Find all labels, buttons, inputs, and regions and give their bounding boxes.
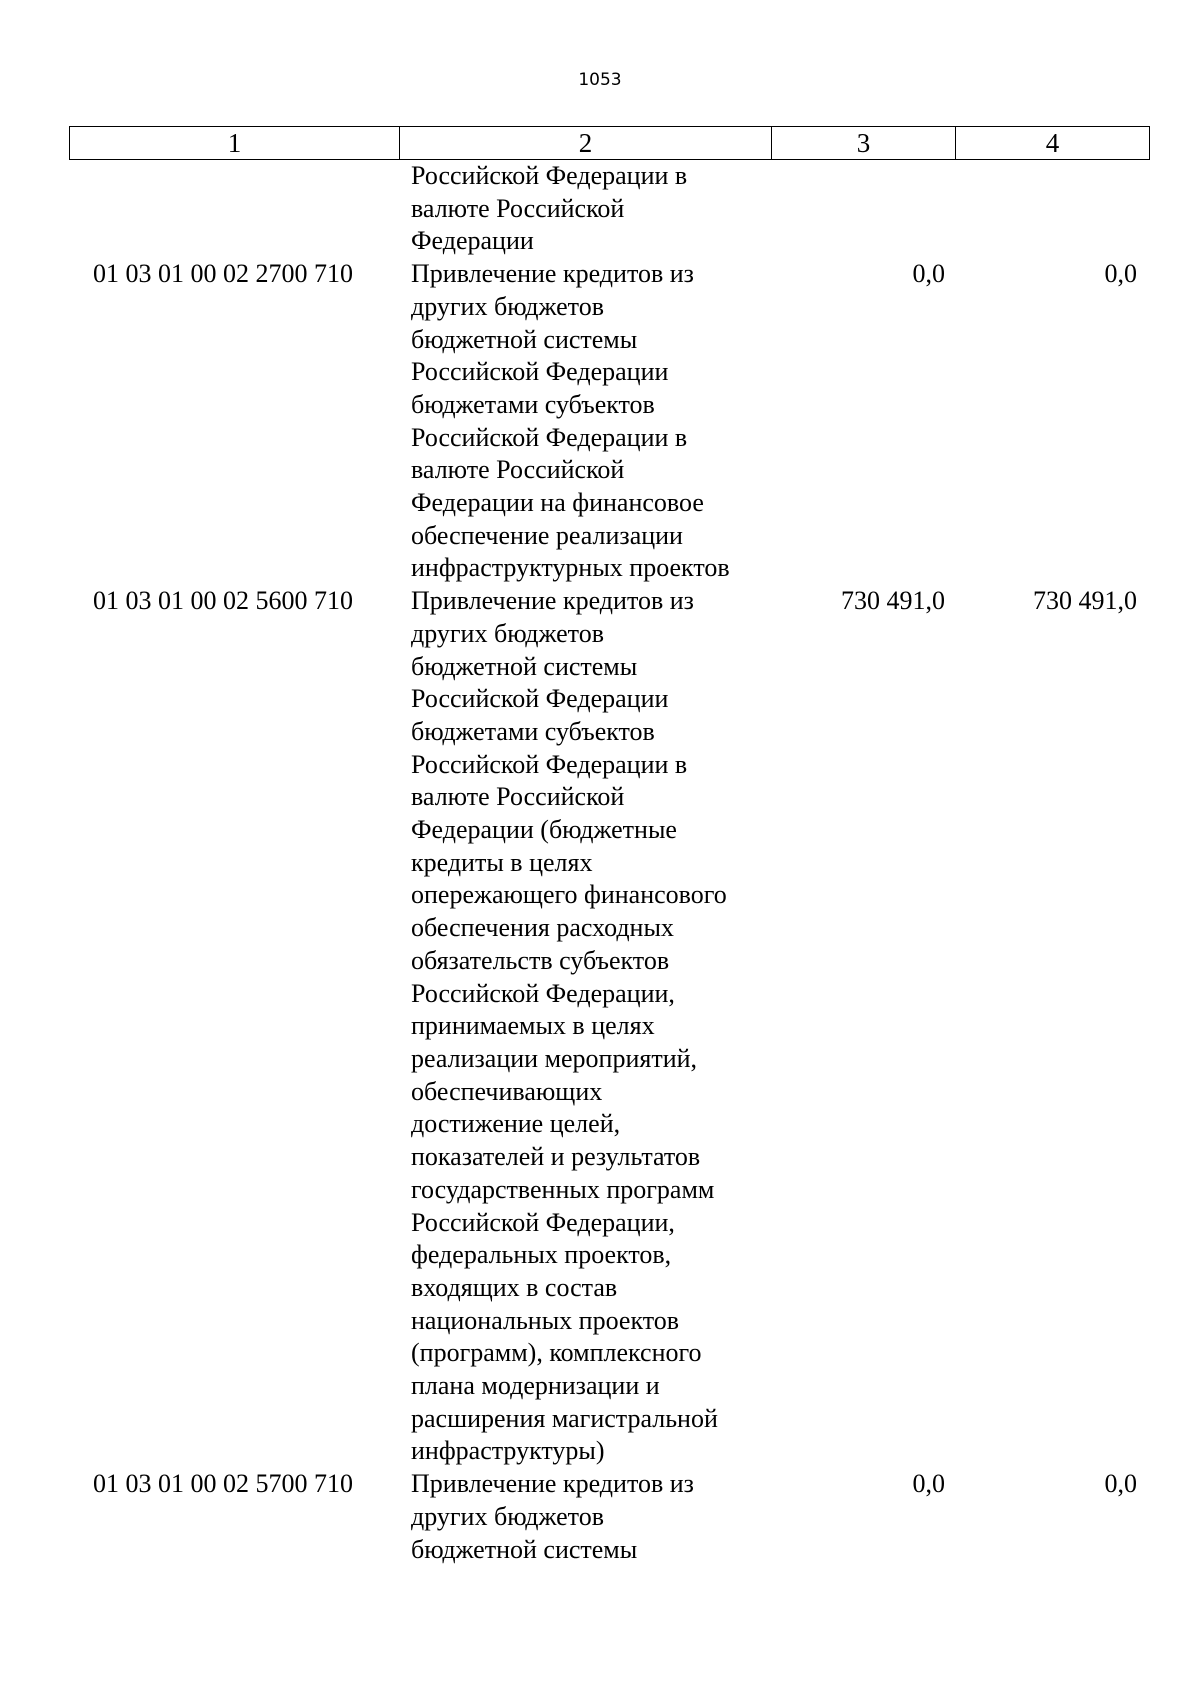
description-line: бюджетами субъектов	[411, 716, 655, 746]
description-line: Российской Федерации в	[411, 422, 688, 452]
description-line: Привлечение кредитов из	[411, 1469, 694, 1499]
description-line: государственных программ	[411, 1174, 715, 1204]
description-line: Федерации на финансовое	[411, 488, 704, 518]
row-value-col3: 0,0	[912, 1469, 945, 1499]
description-line: инфраструктуры)	[411, 1436, 605, 1466]
description-line: бюджетной системы	[411, 1534, 638, 1564]
description-line: (программ), комплексного	[411, 1338, 702, 1368]
description-line: инфраструктурных проектов	[411, 553, 730, 583]
continuation-text	[411, 160, 771, 258]
header-row	[70, 127, 1150, 160]
column-header-1: 1	[70, 127, 400, 160]
description-line: Привлечение кредитов из	[411, 586, 694, 616]
description-line: Российской Федерации,	[411, 978, 675, 1008]
description-line: других бюджетов	[411, 1501, 604, 1531]
description-line: бюджетами субъектов	[411, 389, 655, 419]
description-line: федеральных проектов,	[411, 1240, 672, 1270]
row-code: 01 03 01 00 02 5600 710	[93, 586, 353, 616]
description-line: других бюджетов	[411, 291, 604, 321]
description-line: достижение целей,	[411, 1109, 621, 1139]
continuation-line: валюте Российской	[411, 193, 625, 223]
description-line: обязательств субъектов	[411, 945, 670, 975]
description-line: других бюджетов	[411, 618, 604, 648]
description-line: входящих в состав	[411, 1272, 618, 1302]
table-row	[69, 1468, 1149, 1566]
table-body	[69, 160, 1149, 1566]
row-value-col4: 0,0	[1104, 259, 1137, 289]
row-description	[399, 1468, 771, 1566]
description-line: Российской Федерации	[411, 684, 669, 714]
description-line: опережающего финансового	[411, 880, 727, 910]
table-rows	[69, 258, 1149, 1566]
description-line: плана модернизации и	[411, 1371, 660, 1401]
description-line: Российской Федерации в	[411, 749, 688, 779]
page-number: 1053	[578, 70, 622, 90]
row-value-col4: 730 491,0	[1033, 586, 1137, 616]
column-header-4: 4	[956, 127, 1150, 160]
description-line: принимаемых в целях	[411, 1011, 655, 1041]
continuation-line: Федерации	[411, 226, 534, 256]
description-line: обеспечения расходных	[411, 913, 674, 943]
row-description	[399, 258, 771, 585]
table-row	[69, 585, 1149, 1468]
continuation-line: Российской Федерации в	[411, 161, 688, 190]
description-line: бюджетной системы	[411, 651, 638, 681]
description-line: бюджетной системы	[411, 324, 638, 354]
description-line: Российской Федерации	[411, 357, 669, 387]
table-header	[69, 126, 1150, 160]
description-line: Привлечение кредитов из	[411, 259, 694, 289]
description-line: национальных проектов	[411, 1305, 680, 1335]
column-header-3: 3	[772, 127, 956, 160]
description-line: Федерации (бюджетные	[411, 815, 677, 845]
column-header-2: 2	[400, 127, 772, 160]
row-code: 01 03 01 00 02 5700 710	[93, 1469, 353, 1499]
description-line: расширения магистральной	[411, 1403, 718, 1433]
description-line: обеспечивающих	[411, 1076, 603, 1106]
description-line: кредиты в целях	[411, 847, 593, 877]
row-value-col4: 0,0	[1104, 1469, 1137, 1499]
row-description	[399, 585, 771, 1468]
table-row	[69, 258, 1149, 585]
description-line: валюте Российской	[411, 455, 625, 485]
description-line: Российской Федерации,	[411, 1207, 675, 1237]
description-line: показателей и результатов	[411, 1142, 701, 1172]
row-value-col3: 730 491,0	[841, 586, 945, 616]
row-value-col3: 0,0	[912, 259, 945, 289]
description-line: обеспечение реализации	[411, 520, 683, 550]
description-line: реализации мероприятий,	[411, 1043, 698, 1073]
row-code: 01 03 01 00 02 2700 710	[93, 259, 353, 289]
description-line: валюте Российской	[411, 782, 625, 812]
